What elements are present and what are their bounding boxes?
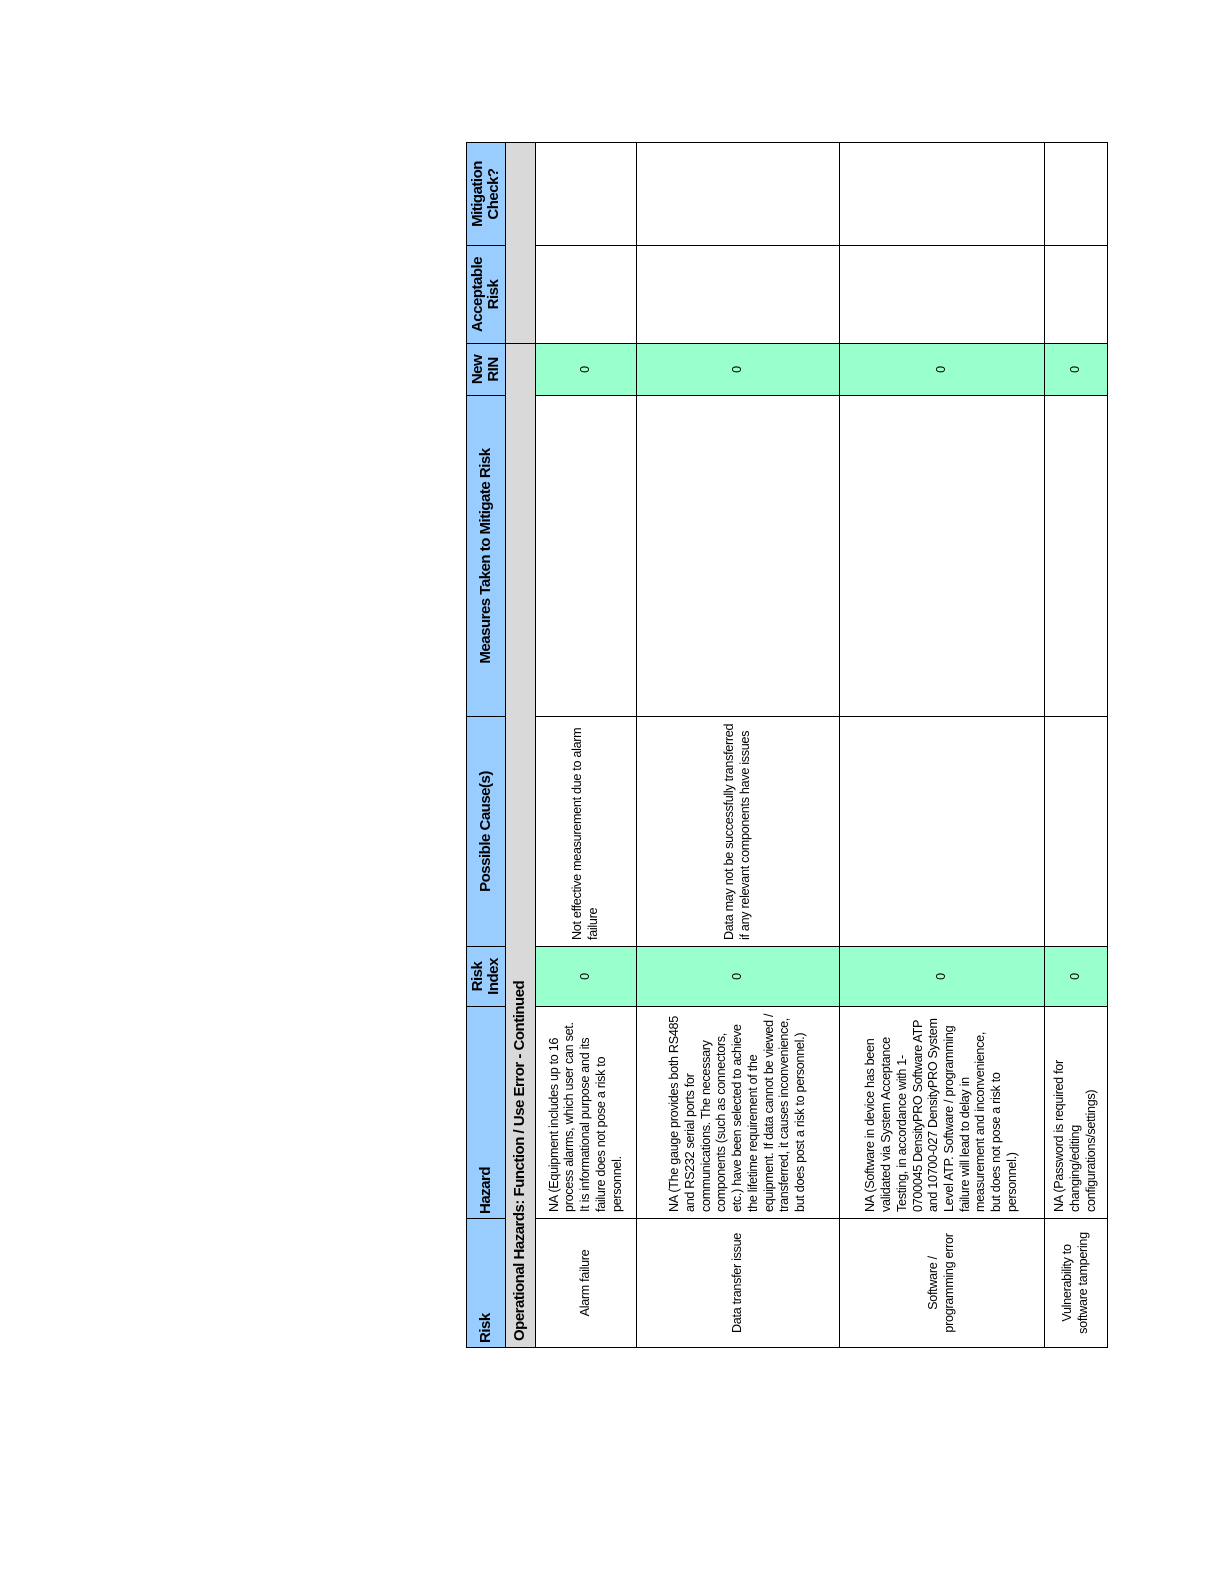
header-row	[467, 143, 506, 1348]
acceptable-risk-cell	[637, 246, 840, 344]
header-new-rin: New RIN	[467, 344, 506, 396]
risk-cell: Vulnerability to software tampering	[1045, 1219, 1108, 1348]
section-row	[506, 143, 536, 1348]
mitigation-check-cell	[840, 143, 1045, 246]
acceptable-risk-cell	[1045, 246, 1108, 344]
table-row	[1045, 143, 1108, 1348]
acceptable-risk-cell	[536, 246, 637, 344]
header-possible-causes: Possible Cause(s)	[467, 717, 506, 947]
cause-cell	[1045, 717, 1108, 947]
section-title: Operational Hazards: Function / Use Error - Continued	[506, 344, 536, 1348]
measures-cell	[840, 396, 1045, 717]
section-blank	[506, 143, 536, 344]
risk-assessment-table-container	[466, 143, 1108, 1348]
header-measures: Measures Taken to Mitigate Risk	[467, 396, 506, 717]
risk-cell: Alarm failure	[536, 1219, 637, 1348]
risk-index-cell: 0	[637, 947, 840, 1007]
header-acceptable-risk: Acceptable Risk	[467, 246, 506, 344]
mitigation-check-cell	[1045, 143, 1108, 246]
acceptable-risk-cell	[840, 246, 1045, 344]
measures-cell	[637, 396, 840, 717]
mitigation-check-cell	[637, 143, 840, 246]
table-row	[536, 143, 637, 1348]
risk-assessment-table	[466, 142, 1108, 1348]
mitigation-check-cell	[536, 143, 637, 246]
measures-cell	[1045, 396, 1108, 717]
cause-cell: Not effective measurement due to alarm failure	[536, 717, 637, 947]
header-mitigation-check: Mitigation Check?	[467, 143, 506, 246]
new-rin-cell: 0	[637, 344, 840, 396]
risk-index-cell: 0	[536, 947, 637, 1007]
risk-index-cell: 0	[1045, 947, 1108, 1007]
hazard-cell: NA (Equipment includes up to 16 process alarms, which user can set. It is informational purpose and its failure does not pose a risk to personnel.	[536, 1007, 637, 1219]
hazard-cell: NA (The gauge provides both RS485 and RS232 serial ports for communications. The necessary components (such as connectors, etc.) have been selected to achieve the lifetime requirement of the equipment. If data cannot be viewed / transferred, it causes inconvenience, but does post a risk to personnel.)	[637, 1007, 840, 1219]
header-risk-index: Risk Index	[467, 947, 506, 1007]
risk-cell: Software / programming error	[840, 1219, 1045, 1348]
header-risk: Risk	[467, 1219, 506, 1348]
risk-cell: Data transfer issue	[637, 1219, 840, 1348]
table-row	[840, 143, 1045, 1348]
new-rin-cell: 0	[840, 344, 1045, 396]
cause-cell	[840, 717, 1045, 947]
header-hazard: Hazard	[467, 1007, 506, 1219]
new-rin-cell: 0	[1045, 344, 1108, 396]
hazard-cell: NA (Software in device has been validated via System Acceptance Testing, in accordance with 1-0700045 DensityPRO Software ATP and 10700-027 DensityPRO System Level ATP. Software / programming failure will lead to delay in measurement and inconvenience, but does not pose a risk to personnel.)	[840, 1007, 1045, 1219]
cause-cell: Data may not be successfully transferred if any relevant components have issues	[637, 717, 840, 947]
risk-index-cell: 0	[840, 947, 1045, 1007]
new-rin-cell: 0	[536, 344, 637, 396]
hazard-cell: NA (Password is required for changing/editing configurations/settings)	[1045, 1007, 1108, 1219]
measures-cell	[536, 396, 637, 717]
table-row	[637, 143, 840, 1348]
